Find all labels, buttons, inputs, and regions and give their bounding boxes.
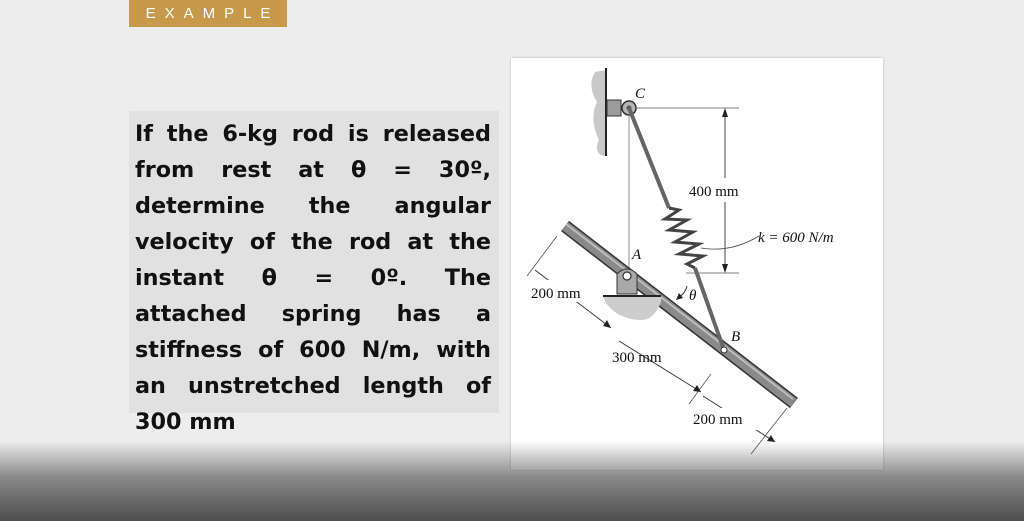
ground-a-hatch (603, 296, 661, 320)
dim-300-line (619, 341, 701, 392)
link-c (629, 108, 669, 208)
spring (665, 208, 703, 268)
dim-200-bottom-arrow (767, 435, 775, 442)
point-b-label: B (731, 329, 741, 345)
example-badge-label: EXAMPLE (145, 5, 280, 22)
point-a-label: A (632, 247, 642, 263)
problem-statement-text: If the 6-kg rod is released from rest at θ = 30º, determine the angular velocity of the rod at the instant θ = 0º. The attached spring has a stiffness of 600 N/m, with an unstretched length of 300 mm (135, 121, 491, 435)
theta-arrow (676, 293, 683, 300)
dim-300-label: 300 mm (612, 350, 662, 366)
pin-b (721, 347, 727, 353)
pin-c-bracket (607, 100, 621, 116)
spring-label-leader (701, 236, 759, 249)
theta-label: θ (689, 288, 697, 304)
dim-200-left-label: 200 mm (531, 286, 581, 302)
dim-300-arrow (693, 385, 701, 392)
dim-200-left-ext-top (527, 236, 557, 276)
wall-hatch (591, 70, 606, 156)
pin-a (623, 272, 631, 280)
dim-400-arrow-bottom (722, 264, 728, 273)
dim-400-label: 400 mm (689, 184, 739, 200)
mechanics-figure (511, 58, 883, 470)
rod-highlight (566, 224, 793, 399)
rod-spring-diagram (511, 58, 883, 470)
dim-200-bottom-label: 200 mm (693, 412, 743, 428)
dim-400-arrow-top (722, 108, 728, 117)
example-badge (129, 0, 287, 27)
point-c-label: C (635, 86, 646, 102)
dim-200-left-arrow (603, 320, 611, 328)
spring-stiffness-label: k = 600 N/m (758, 230, 834, 246)
